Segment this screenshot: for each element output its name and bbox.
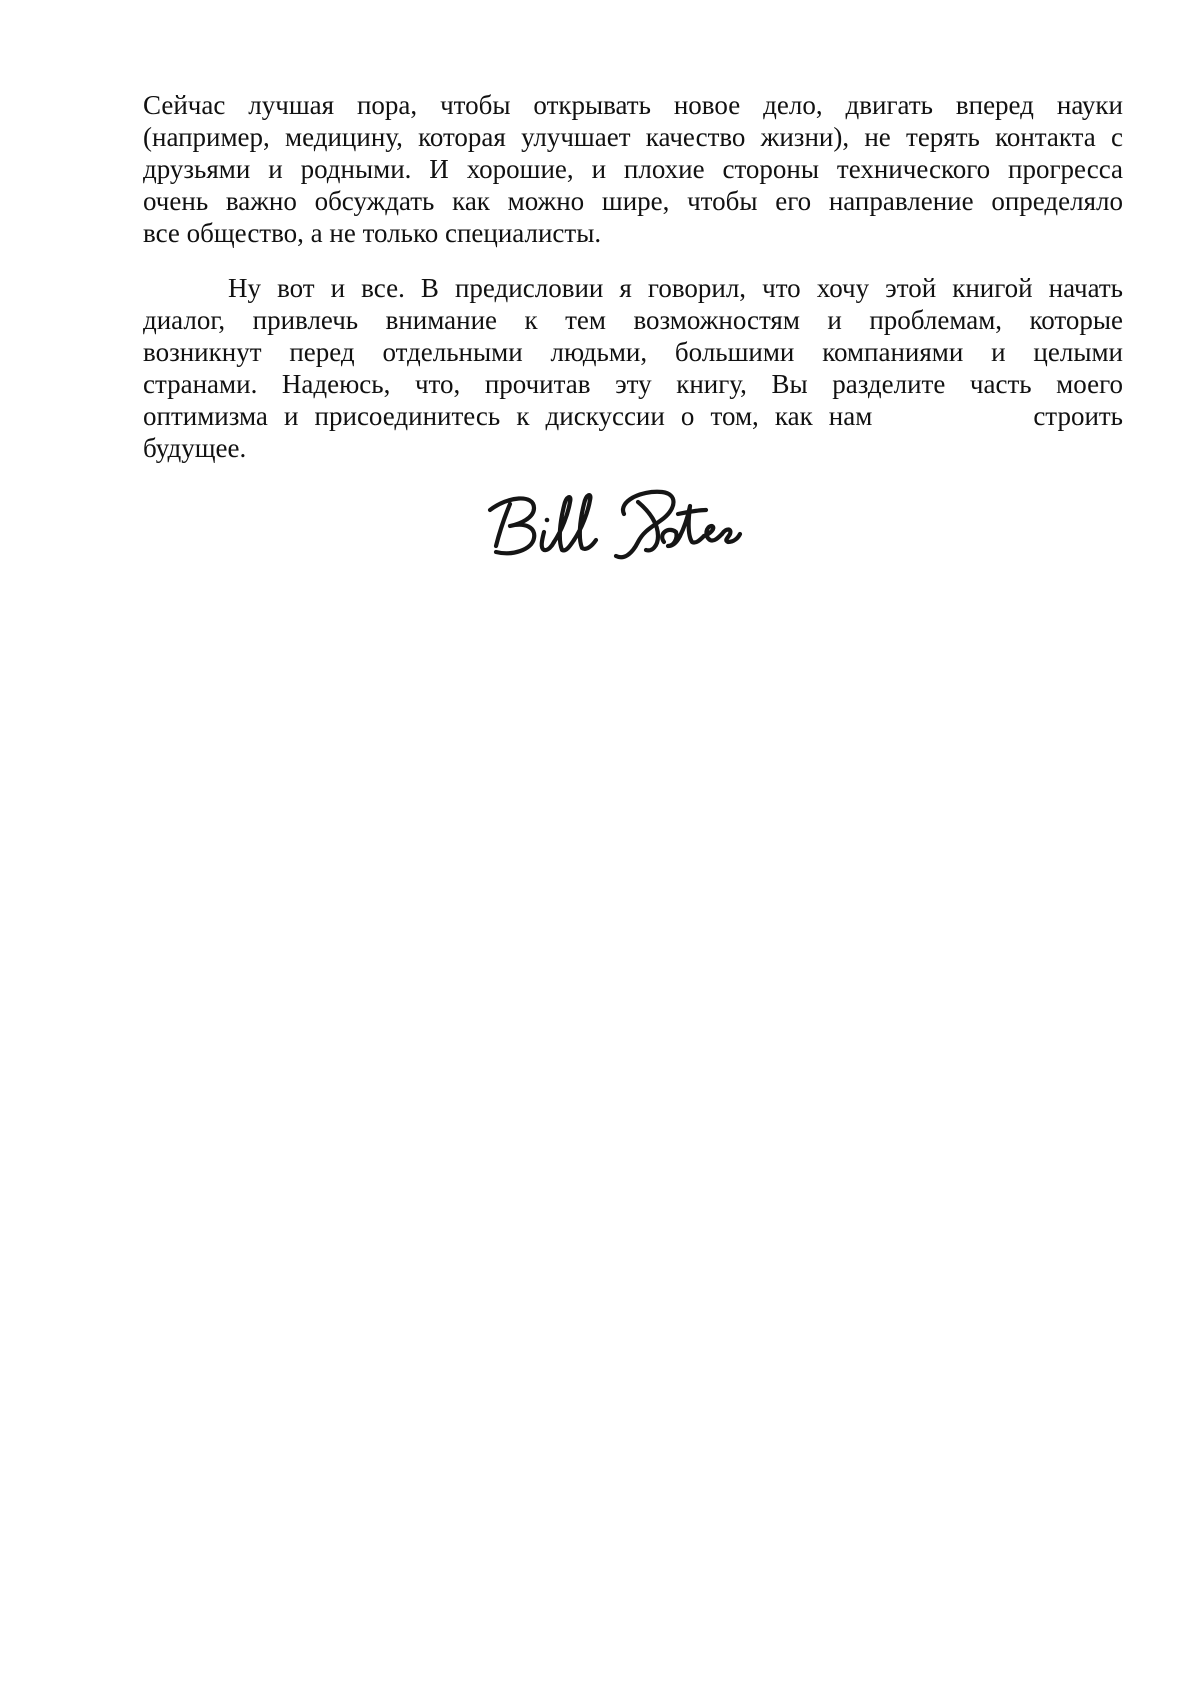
paragraph-line: диалог, привлечь внимание к тем возможностям и проблемам, которые	[143, 305, 1123, 335]
paragraph-line: оптимизма и присоединитесь к дискуссии о том, как нам строить	[143, 401, 1123, 431]
paragraph-1	[143, 89, 1123, 249]
paragraph-line: Ну вот и все. В предисловии я говорил, что хочу этой книгой начать	[228, 273, 1123, 303]
paragraph-line: все общество, а не только специалисты.	[143, 218, 602, 248]
paragraph-2	[143, 272, 1123, 464]
paragraph-line: странами. Надеюсь, что, прочитав эту книгу, Вы разделите часть моего	[143, 369, 1123, 399]
paragraph-line: будущее.	[143, 433, 247, 463]
paragraph-line: Сейчас лучшая пора, чтобы открывать новое дело, двигать вперед науки	[143, 90, 1123, 120]
paragraph-line: возникнут перед отдельными людьми, большими компаниями и целыми	[143, 337, 1123, 367]
paragraph-line: очень важно обсуждать как можно шире, чтобы его направление определяло	[143, 186, 1123, 216]
paragraph-line: друзьями и родными. И хорошие, и плохие стороны технического прогресса	[143, 154, 1123, 184]
paragraph-line: (например, медицину, которая улучшает качество жизни), не терять контакта с	[143, 122, 1123, 152]
signature-image	[478, 480, 746, 572]
